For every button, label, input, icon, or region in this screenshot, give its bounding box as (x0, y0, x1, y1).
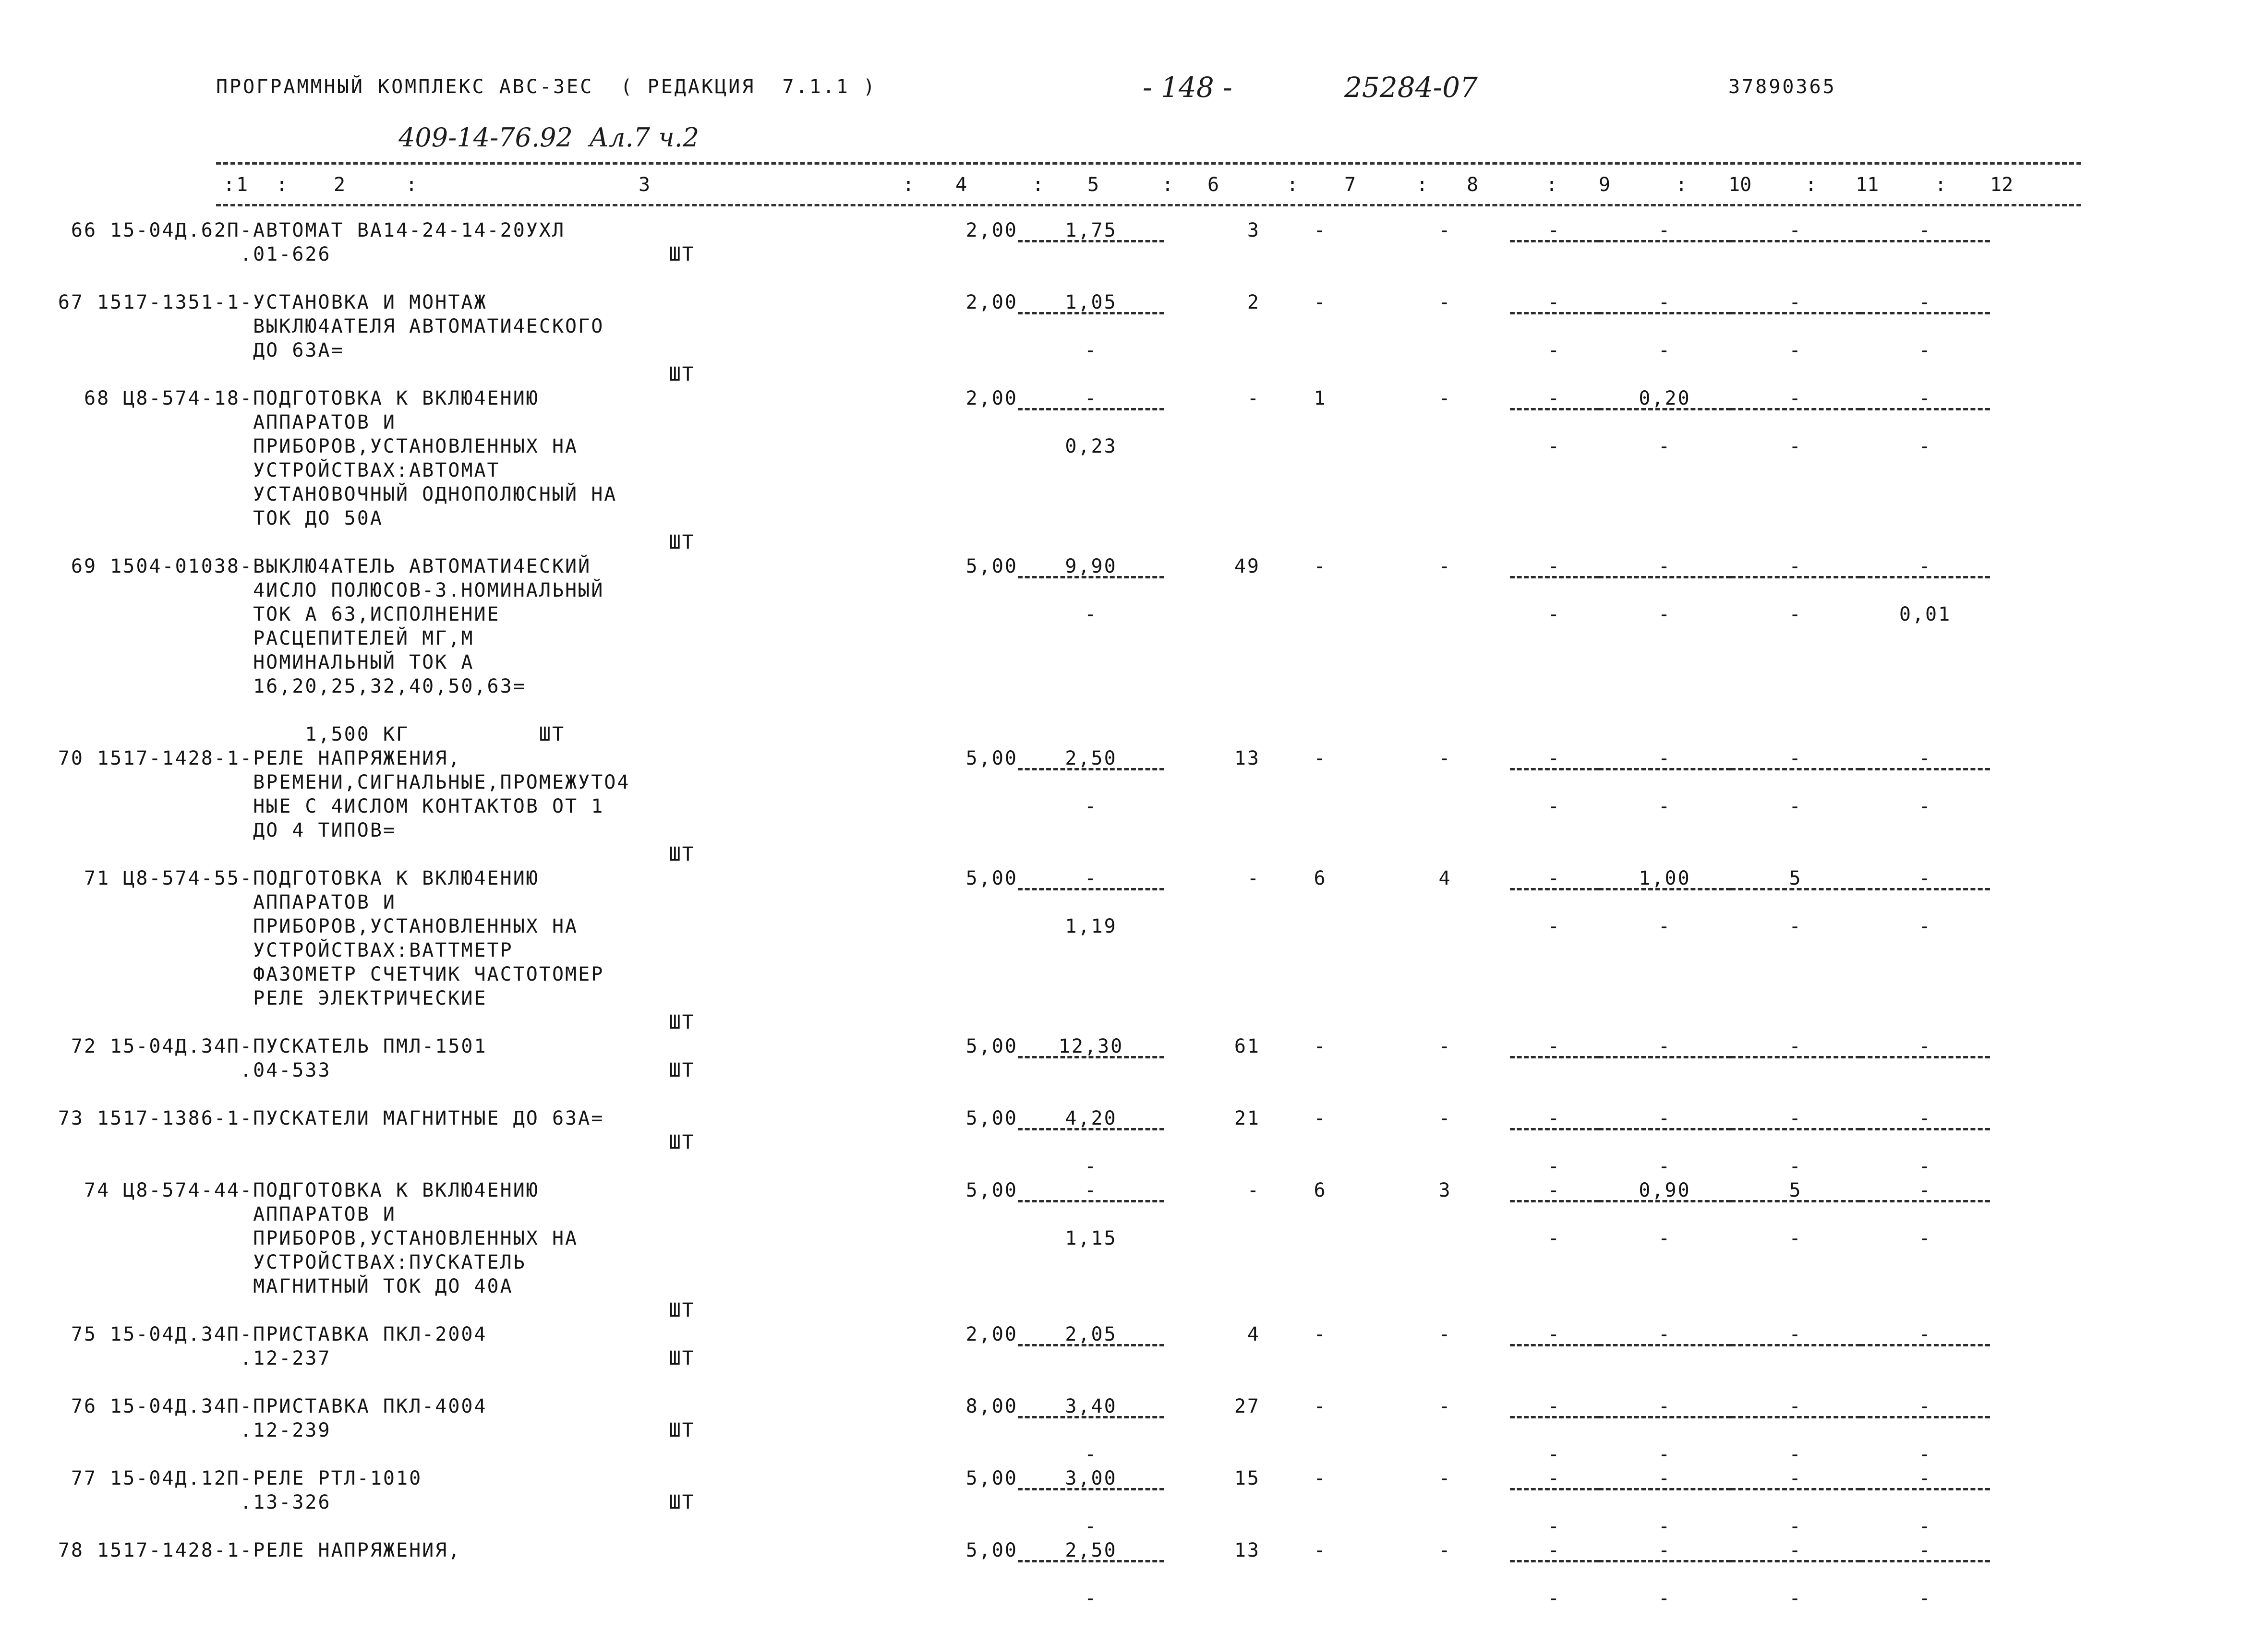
cell-col-6: 13 (1234, 1539, 1260, 1561)
row-description-line (240, 698, 888, 722)
cell-col-5-lower: - (1084, 1587, 1098, 1609)
header-rule-top (216, 162, 2081, 165)
cell-col-7: - (1314, 747, 1327, 769)
cell-col-10: - (1599, 1322, 1731, 1346)
row-description-line: ВЫКЛЮ4АТЕЛЯ АВТОМАТИ4ЕСКОГО (240, 315, 604, 337)
col-num-9: 9 (1599, 174, 1611, 196)
cell-col-8: - (1438, 1395, 1452, 1417)
cell-col-5: 1,05 (1018, 290, 1164, 314)
cell-col-11: - (1731, 554, 1860, 578)
cell-col-6: - (1247, 387, 1260, 409)
row-description-line: НОМИНАЛЬНЫЙ ТОК А (240, 651, 474, 673)
cell-col-10-lower: - (1658, 1587, 1672, 1609)
row-description-line: УСТАНОВОЧНЫЙ ОДНОПОЛЮСНЫЙ НА (240, 483, 617, 505)
cell-col-12: - (1860, 1034, 1990, 1058)
page-number: - 148 - (1143, 71, 1232, 104)
cell-col-7: - (1314, 1107, 1327, 1129)
col-num-10: 10 (1728, 174, 1752, 196)
cell-col-11: 5 (1731, 866, 1860, 890)
row-position-code: 69 1504-01038 (71, 555, 240, 577)
cell-col-12: - (1860, 866, 1990, 890)
cell-col-9: - (1510, 386, 1599, 410)
cell-col-12: - (1860, 1178, 1990, 1202)
cell-col-12-lower: - (1918, 795, 1932, 817)
cell-col-6: - (1247, 1179, 1260, 1201)
column-number-row (0, 174, 2268, 198)
row-description-line: АППАРАТОВ И (240, 1203, 396, 1225)
document-code: 37890365 (1728, 76, 1836, 98)
cell-col-8: - (1438, 1323, 1452, 1345)
row-description-line: -ПУСКАТЕЛЬ ПМЛ-1501 (240, 1035, 487, 1057)
cell-col-7: - (1314, 219, 1327, 241)
cell-col-11-lower: - (1789, 1227, 1802, 1249)
cell-col-10: - (1599, 218, 1731, 242)
cell-col-6: 27 (1234, 1395, 1260, 1417)
cell-col-5: 9,90 (1018, 554, 1164, 578)
cell-col-5: 2,05 (1018, 1322, 1164, 1346)
cell-col-9-lower: - (1547, 1587, 1561, 1609)
row-description-line: -ПУСКАТЕЛИ МАГНИТНЫЕ ДО 63А= (240, 1107, 604, 1129)
cell-col-12-lower: 0,01 (1899, 603, 1952, 625)
col-num-2: 2 (334, 174, 346, 196)
cell-col-8: - (1438, 747, 1452, 769)
row-description-line: ШТ (240, 363, 695, 385)
cell-col-8: - (1438, 1035, 1452, 1057)
cell-col-10: - (1599, 1106, 1731, 1130)
row-position-code: 77 15-04Д.12П (71, 1467, 240, 1489)
cell-col-10: 0,90 (1599, 1178, 1731, 1202)
cell-col-11-lower: - (1789, 435, 1802, 457)
cell-col-10-lower: - (1658, 603, 1672, 625)
cell-col-5-lower: - (1084, 603, 1098, 625)
cell-col-12-lower: - (1918, 1155, 1932, 1177)
row-description-line: ТОК ДО 50А (240, 507, 383, 529)
cell-col-8: 4 (1438, 867, 1452, 889)
cell-col-11: - (1731, 386, 1860, 410)
cell-col-11: - (1731, 218, 1860, 242)
cell-col-10: 0,20 (1599, 386, 1731, 410)
row-description-line: ПРИБОРОВ,УСТАНОВЛЕННЫХ НА (240, 435, 579, 457)
col-num-5: 5 (1087, 174, 1099, 196)
cell-col-4: 5,00 (965, 867, 1018, 889)
cell-col-5: 1,75 (1018, 218, 1164, 242)
row-description-line: 16,20,25,32,40,50,63= (240, 675, 526, 697)
row-description-line: РЕЛЕ ЭЛЕКТРИЧЕСКИЕ (240, 987, 487, 1009)
row-description-line: МАГНИТНЫЙ ТОК ДО 40А (240, 1275, 513, 1297)
cell-col-4: 5,00 (965, 1035, 1018, 1057)
cell-col-12: - (1860, 746, 1990, 770)
cell-col-12-lower: - (1918, 915, 1932, 937)
cell-col-5-lower: - (1084, 1155, 1098, 1177)
cell-col-8: - (1438, 1107, 1452, 1129)
cell-col-12-lower: - (1918, 1587, 1932, 1609)
program-title: ПРОГРАММНЫЙ КОМПЛЕКС АВС-ЗЕС ( РЕДАКЦИЯ 7.1.1 ) (216, 76, 877, 98)
cell-col-11-lower: - (1789, 339, 1802, 361)
row-description-line: -ПОДГОТОВКА К ВКЛЮ4ЕНИЮ (240, 867, 539, 889)
cell-col-8: - (1438, 1539, 1452, 1561)
estimate-table (0, 218, 2268, 1610)
cell-col-7: - (1314, 1539, 1327, 1561)
document-number: 25284-07 (1344, 71, 1478, 104)
col-separator: : (406, 174, 418, 196)
row-description-line: ТОК А 63,ИСПОЛНЕНИЕ (240, 603, 500, 625)
cell-col-5: 2,50 (1018, 746, 1164, 770)
row-position-code: 76 15-04Д.34П (71, 1395, 240, 1417)
col-num-4: 4 (955, 174, 967, 196)
cell-col-9: - (1510, 1322, 1599, 1346)
col-separator: : (1287, 174, 1299, 196)
cell-col-12: - (1860, 386, 1990, 410)
cell-col-4: 8,00 (965, 1395, 1018, 1417)
cell-col-6: 3 (1247, 219, 1260, 241)
cell-col-4: 5,00 (965, 1539, 1018, 1561)
cell-col-4: 5,00 (965, 747, 1018, 769)
row-description-line: ПРИБОРОВ,УСТАНОВЛЕННЫХ НА (240, 915, 579, 937)
cell-col-12-lower: - (1918, 435, 1932, 457)
row-position-code: 74 Ц8-574-44 (84, 1179, 240, 1201)
row-description-line: .12-237 ШТ (240, 1347, 695, 1369)
col-num-11: 11 (1856, 174, 1879, 196)
cell-col-10-lower: - (1658, 1515, 1672, 1537)
cell-col-11: - (1731, 1538, 1860, 1562)
cell-col-11-lower: - (1789, 915, 1802, 937)
cell-col-4: 2,00 (965, 219, 1018, 241)
cell-col-12-lower: - (1918, 1443, 1932, 1465)
row-description-line: ШТ (240, 843, 695, 865)
cell-col-6: 49 (1234, 555, 1260, 577)
cell-col-6: 2 (1247, 291, 1260, 313)
cell-col-8: - (1438, 555, 1452, 577)
cell-col-12: - (1860, 554, 1990, 578)
cell-col-11: - (1731, 1106, 1860, 1130)
row-description-line: ШТ (240, 531, 695, 553)
row-description-line: -ВЫКЛЮ4АТЕЛЬ АВТОМАТИ4ЕСКИЙ (240, 555, 591, 577)
row-position-code: 73 1517-1386-1 (58, 1107, 240, 1129)
cell-col-6: 4 (1247, 1323, 1260, 1345)
cell-col-9: - (1510, 290, 1599, 314)
cell-col-11: 5 (1731, 1178, 1860, 1202)
row-description-line: .12-239 ШТ (240, 1419, 695, 1441)
cell-col-10: - (1599, 1538, 1731, 1562)
cell-col-9-lower: - (1547, 339, 1561, 361)
cell-col-10-lower: - (1658, 795, 1672, 817)
cell-col-10-lower: - (1658, 1155, 1672, 1177)
col-separator: : (1676, 174, 1688, 196)
cell-col-7: - (1314, 1395, 1327, 1417)
row-description-line: УСТРОЙСТВАХ:ВАТТМЕТР (240, 939, 513, 961)
row-description-line: -АВТОМАТ ВА14-24-14-20УХЛ (240, 219, 566, 241)
cell-col-10-lower: - (1658, 915, 1672, 937)
cell-col-9-lower: - (1547, 1155, 1561, 1177)
cell-col-9: - (1510, 554, 1599, 578)
cell-col-5-lower: - (1084, 1515, 1098, 1537)
cell-col-6: 15 (1234, 1467, 1260, 1489)
cell-col-10: - (1599, 290, 1731, 314)
row-description-line: УСТРОЙСТВАХ:АВТОМАТ (240, 459, 500, 481)
col-num-6: 6 (1207, 174, 1219, 196)
cell-col-7: 6 (1314, 1179, 1327, 1201)
row-description-line: ДО 63А= (240, 339, 344, 361)
row-position-code: 71 Ц8-574-55 (84, 867, 240, 889)
row-description-line: ШТ (240, 1011, 695, 1033)
cell-col-12-lower: - (1918, 339, 1932, 361)
cell-col-6: - (1247, 867, 1260, 889)
cell-col-5-lower: - (1084, 339, 1098, 361)
cell-col-10: - (1599, 1394, 1731, 1418)
cell-col-12: - (1860, 1394, 1990, 1418)
cell-col-9-lower: - (1547, 603, 1561, 625)
cell-col-11-lower: - (1789, 603, 1802, 625)
cell-col-4: 5,00 (965, 1179, 1018, 1201)
row-description-line: 4ИСЛО ПОЛЮСОВ-3.НОМИНАЛЬНЫЙ (240, 579, 604, 601)
cell-col-9-lower: - (1547, 915, 1561, 937)
row-position-code: 68 Ц8-574-18 (84, 387, 240, 409)
cell-col-8: - (1438, 387, 1452, 409)
cell-col-7: 1 (1314, 387, 1327, 409)
cell-col-7: - (1314, 555, 1327, 577)
cell-col-5: - (1018, 386, 1164, 410)
row-description-line: ПРИБОРОВ,УСТАНОВЛЕННЫХ НА (240, 1227, 579, 1249)
cell-col-11: - (1731, 1394, 1860, 1418)
cell-col-6: 21 (1234, 1107, 1260, 1129)
cell-col-5-lower: 1,15 (1065, 1227, 1117, 1249)
row-description-line: -УСТАНОВКА И МОНТАЖ (240, 291, 487, 313)
cell-col-5: 3,00 (1018, 1466, 1164, 1490)
row-description-line: ФАЗОМЕТР СЧЕТЧИК ЧАСТОТОМЕР (240, 963, 604, 985)
cell-col-5-lower: - (1084, 795, 1098, 817)
cell-col-11-lower: - (1789, 795, 1802, 817)
row-description-line: УСТРОЙСТВАХ:ПУСКАТЕЛЬ (240, 1251, 526, 1273)
cell-col-4: 2,00 (965, 291, 1018, 313)
handwritten-reference: 409-14-76.92 Ал.7 ч.2 (398, 122, 700, 153)
cell-col-4: 5,00 (965, 1467, 1018, 1489)
cell-col-10-lower: - (1658, 1227, 1672, 1249)
cell-col-9: - (1510, 746, 1599, 770)
cell-col-12: - (1860, 218, 1990, 242)
row-description-line: ШТ (240, 1131, 695, 1153)
cell-col-5: 12,30 (1018, 1034, 1164, 1058)
col-separator: : (1162, 174, 1174, 196)
cell-col-9-lower: - (1547, 1443, 1561, 1465)
cell-col-7: - (1314, 1035, 1327, 1057)
row-description-line: -РЕЛЕ НАПРЯЖЕНИЯ, (240, 747, 461, 769)
cell-col-11: - (1731, 1034, 1860, 1058)
col-separator: : (1805, 174, 1817, 196)
row-description-line: 1,500 КГ ШТ (240, 723, 566, 745)
cell-col-9-lower: - (1547, 1515, 1561, 1537)
col-separator: : (223, 174, 235, 196)
header-rule-bottom (216, 204, 2081, 206)
cell-col-10: - (1599, 746, 1731, 770)
cell-col-5: - (1018, 866, 1164, 890)
cell-col-10: 1,00 (1599, 866, 1731, 890)
col-separator: : (1546, 174, 1558, 196)
cell-col-5: 2,50 (1018, 1538, 1164, 1562)
cell-col-9: - (1510, 1466, 1599, 1490)
col-num-3: 3 (639, 174, 651, 196)
cell-col-9: - (1510, 218, 1599, 242)
cell-col-12: - (1860, 1106, 1990, 1130)
row-description-line: ДО 4 ТИПОВ= (240, 819, 396, 841)
col-separator: : (903, 174, 915, 196)
cell-col-9: - (1510, 1034, 1599, 1058)
cell-col-9-lower: - (1547, 795, 1561, 817)
cell-col-5-lower: - (1084, 1443, 1098, 1465)
col-num-1: 1 (236, 174, 248, 196)
cell-col-12-lower: - (1918, 1227, 1932, 1249)
col-num-12: 12 (1990, 174, 2014, 196)
cell-col-9: - (1510, 866, 1599, 890)
cell-col-9: - (1510, 1106, 1599, 1130)
cell-col-11: - (1731, 1466, 1860, 1490)
cell-col-10-lower: - (1658, 1443, 1672, 1465)
cell-col-7: 6 (1314, 867, 1327, 889)
cell-col-11: - (1731, 290, 1860, 314)
row-description-line: ВРЕМЕНИ,СИГНАЛЬНЫЕ,ПРОМЕЖУТО4 (240, 771, 630, 793)
row-description-line: -РЕЛЕ РТЛ-1010 (240, 1467, 422, 1489)
col-num-8: 8 (1467, 174, 1479, 196)
row-description-line: -ПОДГОТОВКА К ВКЛЮ4ЕНИЮ (240, 387, 539, 409)
row-description-line: .04-533 ШТ (240, 1059, 695, 1081)
row-description-line: .01-626 ШТ (240, 243, 695, 265)
cell-col-4: 2,00 (965, 387, 1018, 409)
cell-col-5-lower: 1,19 (1065, 915, 1117, 937)
row-description-line: НЫЕ С 4ИСЛОМ КОНТАКТОВ ОТ 1 (240, 795, 604, 817)
cell-col-9: - (1510, 1538, 1599, 1562)
row-position-code: 66 15-04Д.62П (71, 219, 240, 241)
cell-col-5: 3,40 (1018, 1394, 1164, 1418)
cell-col-4: 5,00 (965, 555, 1018, 577)
row-description-line: -РЕЛЕ НАПРЯЖЕНИЯ, (240, 1539, 461, 1561)
row-description-line: .13-326 ШТ (240, 1491, 695, 1513)
row-description-line: РАСЦЕПИТЕЛЕЙ МГ,М (240, 627, 474, 649)
cell-col-11: - (1731, 1322, 1860, 1346)
cell-col-12: - (1860, 290, 1990, 314)
cell-col-4: 5,00 (965, 1107, 1018, 1129)
cell-col-11: - (1731, 746, 1860, 770)
cell-col-6: 61 (1234, 1035, 1260, 1057)
cell-col-8: - (1438, 1467, 1452, 1489)
cell-col-8: 3 (1438, 1179, 1452, 1201)
col-num-7: 7 (1344, 174, 1356, 196)
cell-col-12: - (1860, 1466, 1990, 1490)
cell-col-9-lower: - (1547, 1227, 1561, 1249)
row-description-line: -ПРИСТАВКА ПКЛ-2004 (240, 1323, 487, 1345)
cell-col-5-lower: 0,23 (1065, 435, 1117, 457)
cell-col-8: - (1438, 291, 1452, 313)
cell-col-11-lower: - (1789, 1587, 1802, 1609)
cell-col-10-lower: - (1658, 435, 1672, 457)
cell-col-10: - (1599, 554, 1731, 578)
row-description-line: ШТ (240, 1299, 695, 1321)
col-separator: : (276, 174, 288, 196)
row-description-line: -ПОДГОТОВКА К ВКЛЮ4ЕНИЮ (240, 1179, 539, 1201)
cell-col-6: 13 (1234, 747, 1260, 769)
cell-col-7: - (1314, 1467, 1327, 1489)
cell-col-12-lower: - (1918, 1515, 1932, 1537)
cell-col-10: - (1599, 1466, 1731, 1490)
row-position-code: 75 15-04Д.34П (71, 1323, 240, 1345)
col-separator: : (1032, 174, 1044, 196)
row-description-line: АППАРАТОВ И (240, 891, 396, 913)
cell-col-8: - (1438, 219, 1452, 241)
cell-col-12: - (1860, 1322, 1990, 1346)
cell-col-12: - (1860, 1538, 1990, 1562)
cell-col-10-lower: - (1658, 339, 1672, 361)
cell-col-5: 4,20 (1018, 1106, 1164, 1130)
cell-col-7: - (1314, 1323, 1327, 1345)
col-separator: : (1416, 174, 1428, 196)
cell-col-11-lower: - (1789, 1515, 1802, 1537)
row-position-code: 72 15-04Д.34П (71, 1035, 240, 1057)
cell-col-4: 2,00 (965, 1323, 1018, 1345)
row-position-code: 67 1517-1351-1 (58, 291, 240, 313)
cell-col-9: - (1510, 1178, 1599, 1202)
cell-col-10: - (1599, 1034, 1731, 1058)
cell-col-9: - (1510, 1394, 1599, 1418)
col-separator: : (1935, 174, 1947, 196)
cell-col-11-lower: - (1789, 1443, 1802, 1465)
cell-col-7: - (1314, 291, 1327, 313)
row-description-line: АППАРАТОВ И (240, 411, 396, 433)
row-position-code: 70 1517-1428-1 (58, 747, 240, 769)
row-position-code: 78 1517-1428-1 (58, 1539, 240, 1561)
cell-col-11-lower: - (1789, 1155, 1802, 1177)
row-description-line: -ПРИСТАВКА ПКЛ-4004 (240, 1395, 487, 1417)
cell-col-5: - (1018, 1178, 1164, 1202)
cell-col-9-lower: - (1547, 435, 1561, 457)
